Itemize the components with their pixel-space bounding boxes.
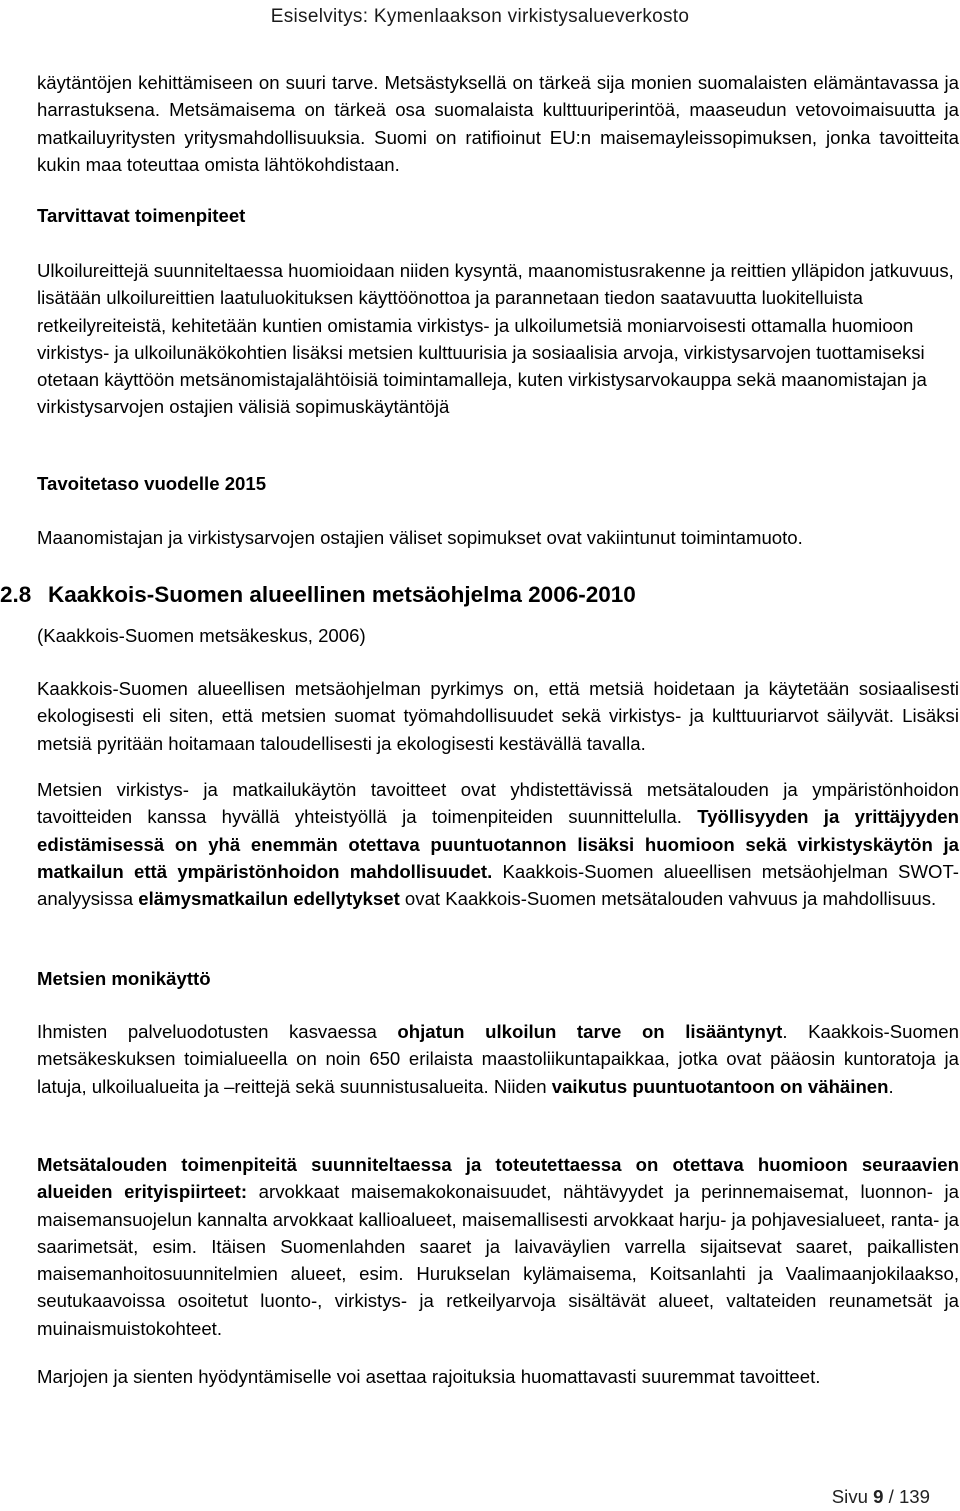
section-source-block [37,622,959,649]
section-heading [0,581,636,609]
multiuse-p3-block [37,1363,959,1390]
multiuse-heading: Metsien monikäyttö [37,968,211,989]
multiuse-paragraph-3: Marjojen ja sienten hyödyntämiselle voi asettaa rajoituksia huomattavasti suuremmat tavoitteet. [37,1366,821,1387]
multiuse-p1-text-c: . Kaakkois-Suomen metsäkeskuksen toimialueella on noin 650 erilaista maastoliikuntapaikkaa, jotka ovat pääosin kuntoratoja ja latuja, ulkoilualueita ja –reittejä sekä suunnistusalueita. Niiden [37,1021,959,1097]
section-title: Kaakkois-Suomen alueellinen metsäohjelma 2006-2010 [48,582,636,607]
multiuse-p2-bold-a: Metsätalouden toimenpiteitä suunniteltaessa ja toteutettaessa on otettava huomioon seuraavien alueiden erityispiirteet: [37,1154,959,1203]
measures-paragraph: Ulkoilureittejä suunniteltaessa huomioidaan niiden kysyntä, maanomistusrakenne ja reittien ylläpidon jatkuvuus, lisätään ulkoilureittien laatuluokituksen käyttöönottoa ja parannetaan tiedon saatavuutta luokitelluista retkeilyreiteistä, kehitetään kuntien omistamia virkistys- ja ulkoilumetsiä moniarvoisesti ottamalla huomioon virkistys- ja ulkoilunäkökohtien lisäksi metsien kulttuurisia ja sosiaalisia arvoja, virkistysarvojen tuottamiseksi otetaan käyttöön metsänomistajalähtöisiä toimintamalleja, kuten virkistysarvokauppa sekä maanomistajan ja virkistysarvojen ostajien välisiä sopimuskäytäntöjä [37,260,954,418]
multiuse-p1-text-a: Ihmisten palveluodotusten kasvaessa [37,1021,398,1042]
multiuse-p1-bold-d: vaikutus puuntuotantoon on vähäinen [551,1075,889,1097]
multiuse-p1-text-e: . [888,1075,894,1097]
footer-total-pages: 139 [898,1486,930,1507]
target-text-block [37,524,959,551]
multiuse-p1-block [37,1018,959,1100]
multiuse-p2-block [37,1151,959,1342]
section-p2-text-a: Metsien virkistys- ja matkailukäytön tavoitteet ovat yhdistettävissä metsätalouden ja ympäristönhoidon tavoitteiden kanssa hyvällä yhteistyöllä ja toimenpiteiden suunnittelulla. [37,779,959,828]
intro-block [37,69,959,178]
measures-block [37,202,959,229]
section-p2-text-e: ovat Kaakkois-Suomen metsätalouden vahvuus ja mahdollisuus. [399,888,937,910]
measures-text-block [37,257,959,421]
section-paragraph-1: Kaakkois-Suomen alueellisen metsäohjelman pyrkimys on, että metsiä hoidetaan ja käytetään sosiaalisesti ekologisesti eli siten, että metsien suomat työmahdollisuudet sekä virkistys- ja kulttuuriarvot säilyvät. Lisäksi metsiä pyritään hoitamaan taloudellisesti ja ekologisesti kestävällä tavalla. [37,678,959,754]
section-p2-bold-b: Työllisyyden ja yrittäjyyden edistämisessä on yhä enemmän otettava puuntuotannon lisäksi huomioon sekä virkistyskäytön ja matkailun että ympäristönhoidon mahdollisuudet. [37,806,960,882]
section-p2-bold-d: elämysmatkailun edellytykset [138,888,400,910]
footer-prefix: Sivu [831,1486,874,1507]
page-header: Esiselvitys: Kymenlaakson virkistysalueverkosto [270,6,690,27]
section-p1-block [37,675,959,757]
footer-separator: / [883,1486,899,1507]
measures-heading: Tarvittavat toimenpiteet [37,205,246,226]
multiuse-p2-text-b: arvokkaat maisemakokonaisuudet, nähtävyydet ja perinnemaisemat, luonnon- ja maisemansuojelun kannalta arvokkaat kallioalueet, maisemallisesti arvokkaat harju- ja pohjavesialueet, ranta- ja saarimetsät, esim. Itäisen Suomenlahden saaret ja laivaväylien varrella sijaitsevat saaret, paikallisten maisemanhoitosuunnitelmien alueet, esim. Hurukselan kylämaisema, Koitsanlahti ja Vaalimaanjokilaakso, seutukaavoissa osoitetut luonto-, virkistys- ja retkeilyarvoja sisältävät alueet, valtateiden reunametsät ja muinaismuistokohteet. [37,1181,960,1339]
multiuse-paragraph-1 [37,1018,959,1100]
multiuse-p1-bold-b: ohjatun ulkoilun tarve on lisääntynyt [397,1021,783,1042]
section-paragraph-2 [37,776,959,912]
section-p2-text-c: Kaakkois-Suomen alueellisen metsäohjelman SWOT-analyysissa [37,860,959,910]
section-p2-block [37,776,959,912]
target-heading: Tavoitetaso vuodelle 2015 [37,473,267,494]
intro-paragraph: käytäntöjen kehittämiseen on suuri tarve. Metsästyksellä on tärkeä sija monien suomalaisten elämäntavassa ja harrastuksena. Metsämaisema on tärkeä osa suomalaista kulttuuriperintöä, maaseudun vetovoimaisuutta ja matkailuyritysten yritysmahdollisuuksia. Suomi on ratifioinut EU:n maisemayleissopimuksen, jonka tavoitteita kukin maa toteuttaa omista lähtökohdistaan. [37,72,959,175]
section-number: 2.8 [0,582,32,607]
multiuse-heading-block [37,965,959,992]
target-heading-block [37,470,959,497]
multiuse-paragraph-2 [37,1151,959,1342]
target-paragraph: Maanomistajan ja virkistysarvojen ostajien väliset sopimukset ovat vakiintunut toimintamuoto. [37,527,803,548]
section-source: (Kaakkois-Suomen metsäkeskus, 2006) [37,625,366,646]
page-footer [832,1486,930,1508]
footer-page-number: 9 [873,1486,884,1507]
